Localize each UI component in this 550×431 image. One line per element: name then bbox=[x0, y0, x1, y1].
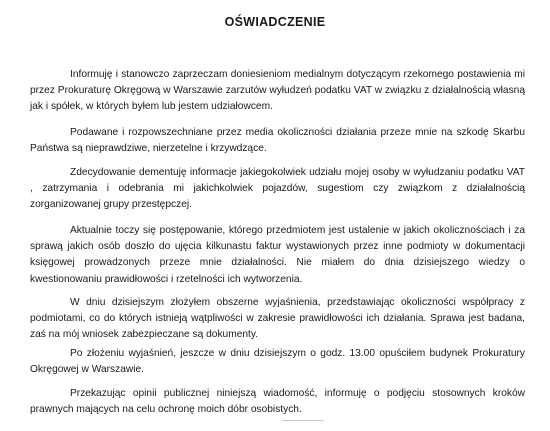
paragraph-legal-steps: Przekazując opinii publicznej niniejszą wiadomość, informuję o podjęciu stosownych kroków prawnych mających na celu ochronę moich dóbr osobistych. bbox=[30, 388, 525, 416]
paragraph-explanations: W dniu dzisiejszym złożyłem obszerne wyjaśnienia, przedstawiając okoliczności współpracy z podmiotami, co do których istnieją wątpliwości w zakresie prawidłowości ich działania. Sprawa jest badana, zaś na mój wniosek zabezpieczane są dokumenty. bbox=[30, 297, 525, 341]
paragraph-proceedings: Aktualnie toczy się postępowanie, którego przedmiotem jest ustalenie w jakich okolicznościach i za sprawą jakich osób doszło do ujęcia kilkunastu faktur wystawionych przez inne podmioty w dokumentacji księgowej prowadzonych przeze mnie działalności. Nie miałem do dnia dzisiejszego wiedzy o kwestionowaniu prawidłowości i rzetelności ich wytworzenia. bbox=[30, 225, 525, 285]
paragraph-dementi: Zdecydowanie dementuję informacje jakiegokolwiek udziału mojej osoby w wyłudzaniu podatku VAT , zatrzymania i odebrania mi jakichkolwiek pojazdów, sugestiom czy związkom z działalnością zorganizowanej grupy przestępczej. bbox=[30, 167, 525, 211]
document-title: OŚWIADCZENIE bbox=[224, 15, 326, 29]
scan-mark bbox=[282, 420, 324, 422]
paragraph-media-claims: Podawane i rozpowszechniane przez media okoliczności działania przeze mnie na szkodę Skarbu Państwa są nieprawdziwe, nierzetelne i krzywdzące. bbox=[30, 127, 525, 155]
paragraph-denial: Informuję i stanowczo zaprzeczam doniesieniom medialnym dotyczącym rzekomego postawienia mi przez Prokuraturę Okręgową w Warszawie zarzutów wyłudzeń podatku VAT w związku z działalnością własną jak i spółek, w których byłem lub jestem udziałowcem. bbox=[30, 69, 525, 113]
paragraph-left-building: Po złożeniu wyjaśnień, jeszcze w dniu dzisiejszym o godz. 13.00 opuściłem budynek Prokuratury Okręgowej w Warszawie. bbox=[30, 348, 525, 376]
